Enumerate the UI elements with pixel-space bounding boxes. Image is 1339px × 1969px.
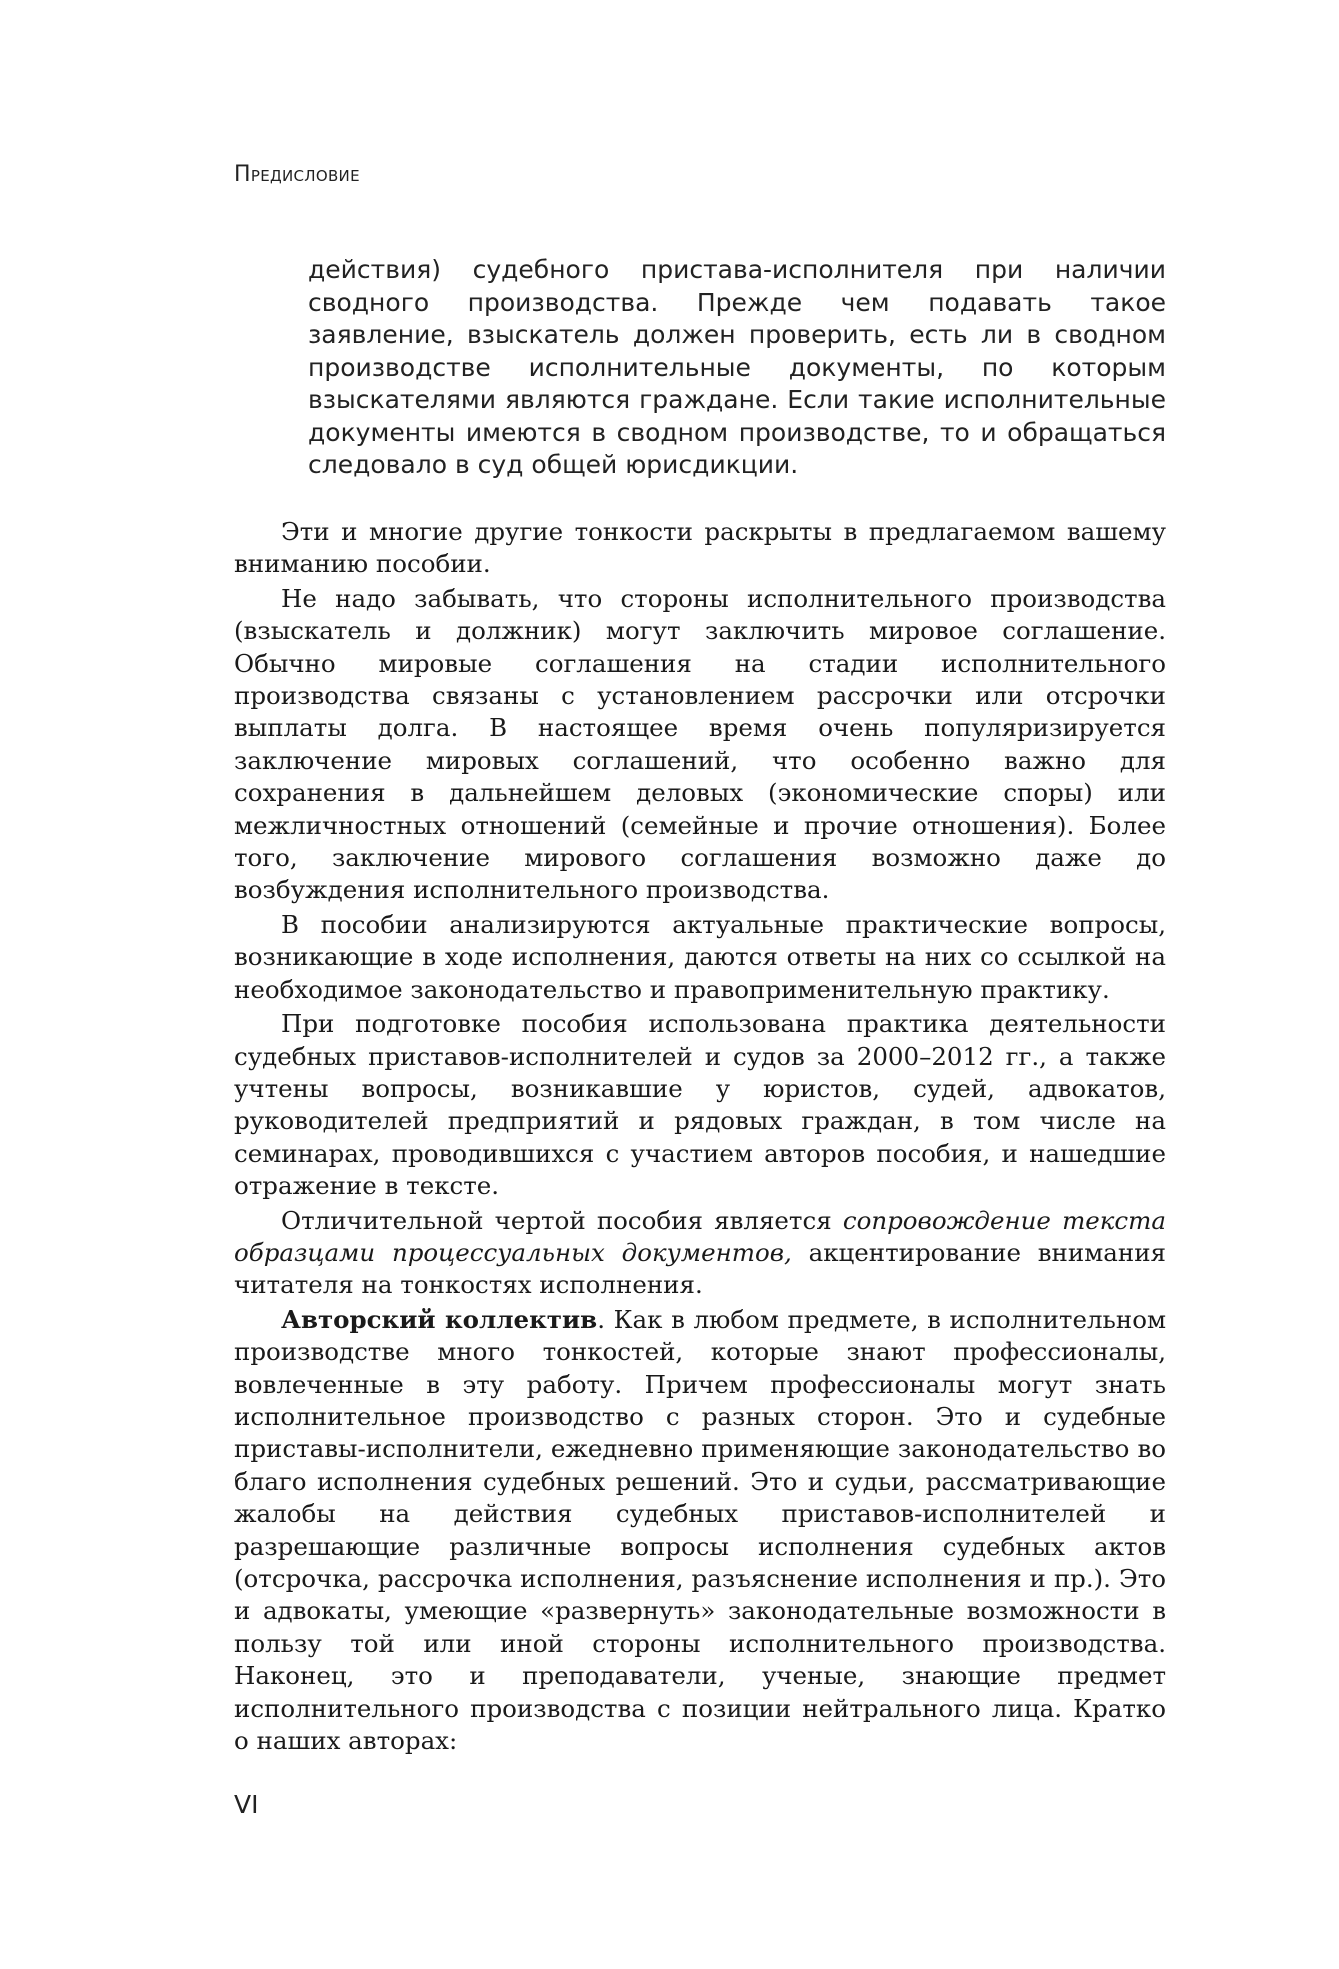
running-head: Предисловие (234, 162, 360, 187)
feature-lead: Отличительной чертой пособия является (281, 1205, 843, 1235)
feature-tail: акцентирование внимания читателя на тонкостях исполнения. (234, 1237, 1166, 1300)
paragraph-analysis: В пособии анализируются актуальные практические вопросы, возникающие в ходе исполнения, даются ответы на них со ссылкой на необходимое законодательство и правоприменительную практику. (234, 909, 1166, 1004)
authors-heading: Авторский коллектив (281, 1304, 598, 1334)
quoted-passage (308, 254, 1166, 482)
quoted-passage-text: действия) судебного пристава-исполнителя при наличии сводного производства. Прежде чем подавать такое заявление, взыскатель должен проверить, есть ли в сводном производстве исполнительные документы, по которым взыскателями являются граждане. Если такие исполнительные документы имеются в сводном производстве, то и обращаться следовало в суд общей юрисдикции. (308, 255, 1166, 479)
paragraph-settlement: Не надо забывать, что стороны исполнительного производства (взыскатель и должник) могут заключить мировое соглашение. Обычно мировые соглашения на стадии исполнительного производства связаны с установлением рассрочки или отсрочки выплаты долга. В настоящее время очень популяризируется заключение мировых соглашений, что особенно важно для сохранения в дальнейшем деловых (экономические споры) или межличностных отношений (семейные и прочие отношения). Более того, заключение мирового соглашения возможно даже до возбуждения исполнительного производства. (234, 583, 1166, 905)
page-number: VI (234, 1790, 259, 1819)
paragraph-feature (234, 1205, 1166, 1302)
paragraph-intro: Эти и многие другие тонкости раскрыты в предлагаемом вашему вниманию пособии. (234, 517, 1166, 579)
body-text (234, 516, 1166, 1757)
authors-text: . Как в любом предмете, в исполнительном производстве много тонкостей, которые знают профессионалы, вовлеченные в эту работу. Причем профессионалы могут знать исполнительное производство с разных сторон. Это и судебные приставы-исполнители, ежедневно применяющие законодательство во благо исполнения судебных решений. Это и судьи, рассматривающие жалобы на действия судебных приставов-исполнителей и разрешающие различные вопросы исполнения судебных актов (отсрочка, рассрочка исполнения, разъяснение исполнения и пр.). Это и адвокаты, умеющие «развернуть» законодательные возможности в пользу той или иной стороны исполнительного производства. Наконец, это и преподаватели, ученые, знающие предмет исполнительного производства с позиции нейтрального лица. Кратко о наших авторах: (234, 1304, 1167, 1756)
feature-italic: сопровождение текста образцами процессуальных документов, (234, 1205, 1166, 1267)
paragraph-authors (234, 1304, 1166, 1758)
paragraph-practice: При подготовке пособия использована практика деятельности судебных приставов-исполнителей и судов за 2000–2012 гг., а также учтены вопросы, возникавшие у юристов, судей, адвокатов, руководителей предприятий и рядовых граждан, в том числе на семинарах, проводившихся с участием авторов пособия, и нашедшие отражение в тексте. (234, 1009, 1166, 1201)
